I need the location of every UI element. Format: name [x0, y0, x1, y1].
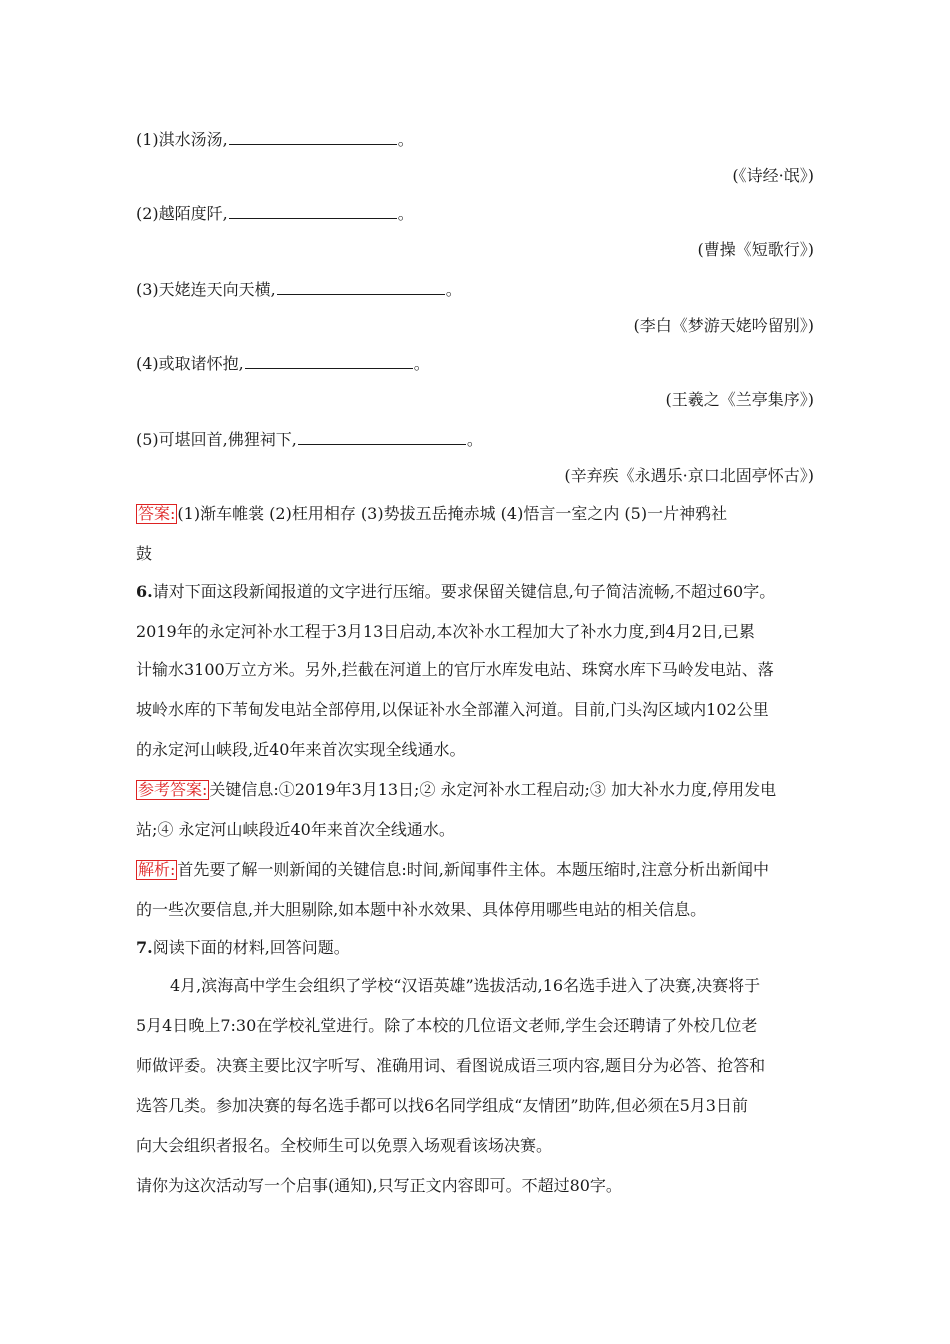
- blank-prompt: (4)或取诸怀抱,: [136, 354, 244, 373]
- blank-end: 。: [397, 204, 414, 223]
- answer-blank[interactable]: [298, 428, 466, 445]
- blank-source-2: (曹操《短歌行》): [697, 240, 814, 259]
- question-number: 7.: [136, 938, 153, 957]
- blank-source-1: (《诗经·氓》): [732, 166, 814, 185]
- q7-task: 请你为这次活动写一个启事(通知),只写正文内容即可。不超过80字。: [136, 1176, 622, 1195]
- answer-text: (1)渐车帷裳 (2)枉用相存 (3)势拔五岳掩赤城 (4)悟言一室之内 (5)一片神鸦社: [177, 504, 728, 523]
- blank-prompt: (5)可堪回首,佛狸祠下,: [136, 430, 297, 449]
- q7-material-line-3: 师做评委。决赛主要比汉字听写、准确用词、看图说成语三项内容,题目分为必答、抢答和: [136, 1056, 766, 1075]
- q6-answer-line-2: 站;④ 永定河山峡段近40年来首次全线通水。: [136, 820, 455, 839]
- analysis-text: 首先要了解一则新闻的关键信息:时间,新闻事件主体。本题压缩时,注意分析出新闻中: [177, 860, 769, 879]
- blank-item-4: [136, 352, 814, 376]
- answer-blank[interactable]: [229, 128, 397, 145]
- blank-source-4: (王羲之《兰亭集序》): [665, 390, 814, 409]
- q6-answer-line-1: [136, 778, 814, 802]
- blank-prompt: (1)淇水汤汤,: [136, 130, 228, 149]
- blank-end: 。: [397, 130, 414, 149]
- blank-item-3: [136, 278, 814, 302]
- blank-item-2: [136, 202, 814, 226]
- answer-line-1: [136, 502, 814, 526]
- blank-prompt: (3)天姥连天向天横,: [136, 280, 276, 299]
- q7-material-line-1: 4月,滨海高中学生会组织了学校“汉语英雄”选拔活动,16名选手进入了决赛,决赛将于: [170, 976, 761, 995]
- blank-prompt: (2)越陌度阡,: [136, 204, 228, 223]
- reference-answer-tag: 参考答案:: [138, 780, 208, 799]
- q7-material-line-5: 向大会组织者报名。全校师生可以免票入场观看该场决赛。: [136, 1136, 553, 1155]
- blank-end: 。: [466, 430, 483, 449]
- blank-source-3: (李白《梦游天姥吟留别》): [633, 316, 814, 335]
- question-number: 6.: [136, 582, 153, 601]
- analysis-tag: 解析:: [138, 860, 176, 879]
- question-text: 阅读下面的材料,回答问题。: [152, 938, 350, 957]
- answer-line-2: 鼓: [136, 544, 153, 563]
- q6-analysis-line-2: 的一些次要信息,并大胆剔除,如本题中补水效果、具体停用哪些电站的相关信息。: [136, 900, 707, 919]
- answer-tag: 答案:: [138, 504, 176, 523]
- answer-blank[interactable]: [229, 202, 397, 219]
- q7-material-line-4: 选答几类。参加决赛的每名选手都可以找6名同学组成“友情团”助阵,但必须在5月3日前: [136, 1096, 748, 1115]
- blank-source-5: (辛弃疾《永遇乐·京口北固亭怀古》): [564, 466, 814, 485]
- question-6-prompt: [136, 580, 814, 604]
- q6-news-line-3: 坡岭水库的下苇甸发电站全部停用,以保证补水全部灌入河道。目前,门头沟区域内102公里: [136, 700, 769, 719]
- blank-item-1: [136, 128, 814, 152]
- blank-end: 。: [413, 354, 430, 373]
- q6-news-line-1: 2019年的永定河补水工程于3月13日启动,本次补水工程加大了补水力度,到4月2日,已累: [136, 622, 755, 641]
- q6-news-line-4: 的永定河山峡段,近40年来首次实现全线通水。: [136, 740, 466, 759]
- q6-analysis-line-1: [136, 858, 814, 882]
- question-text: 请对下面这段新闻报道的文字进行压缩。要求保留关键信息,句子简洁流畅,不超过60字。: [152, 582, 776, 601]
- blank-end: 。: [445, 280, 462, 299]
- q7-material-line-2: 5月4日晚上7:30在学校礼堂进行。除了本校的几位语文老师,学生会还聘请了外校几位老: [136, 1016, 758, 1035]
- answer-blank[interactable]: [245, 352, 413, 369]
- question-7-prompt: [136, 936, 814, 960]
- answer-blank[interactable]: [277, 278, 445, 295]
- answer-text: 关键信息:①2019年3月13日;② 永定河补水工程启动;③ 加大补水力度,停用发电: [209, 780, 777, 799]
- q6-news-line-2: 计输水3100万立方米。另外,拦截在河道上的官厅水库发电站、珠窝水库下马岭发电站、落: [136, 660, 774, 679]
- blank-item-5: [136, 428, 814, 452]
